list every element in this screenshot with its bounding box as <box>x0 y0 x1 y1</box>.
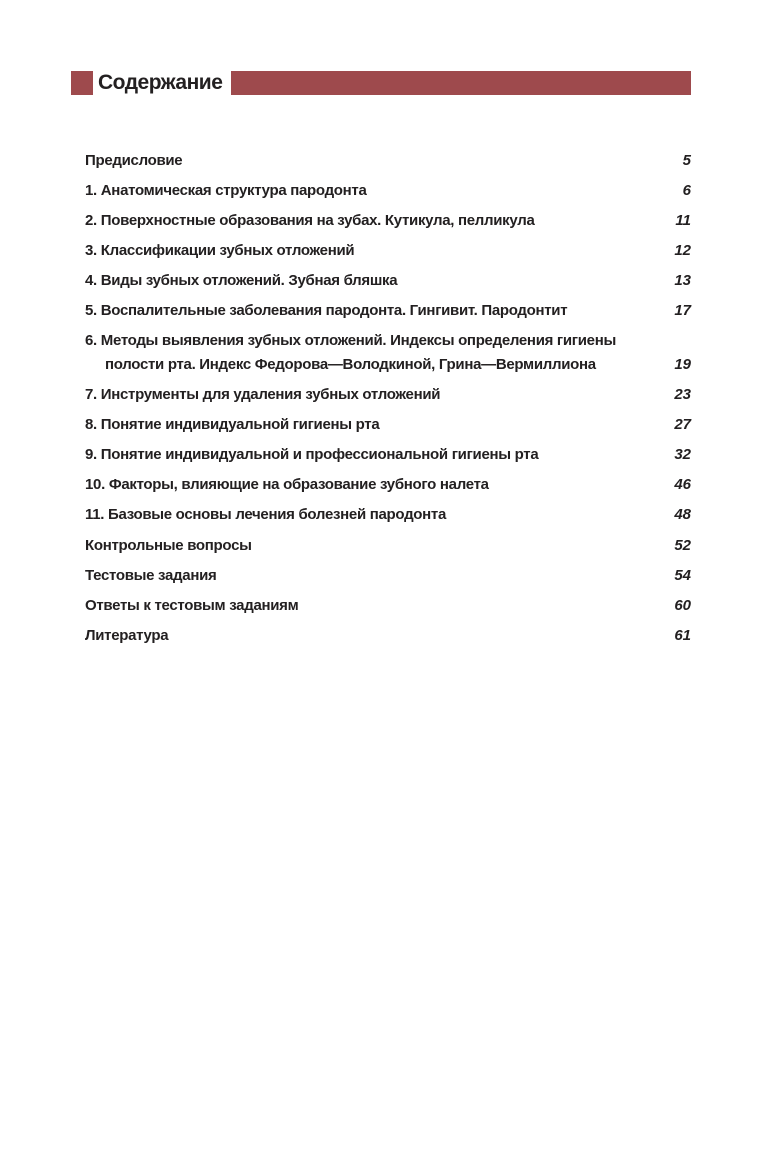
toc-item-label: Ответы к тестовым заданиям <box>85 597 299 614</box>
toc-item-label: Литература <box>85 627 169 644</box>
toc-item-label: 10. Факторы, влияющие на образование зубного налета <box>85 476 489 493</box>
toc-item <box>85 239 691 263</box>
toc-item <box>85 269 691 293</box>
toc-item-page: 52 <box>674 537 691 554</box>
toc-item <box>85 299 691 323</box>
toc-item-page: 19 <box>674 356 691 373</box>
toc-item <box>85 594 691 618</box>
header-accent-bar <box>231 71 691 95</box>
toc-item-page: 61 <box>674 627 691 644</box>
toc-item-label: Предисловие <box>85 152 183 169</box>
toc-item-label: 2. Поверхностные образования на зубах. Кутикула, пелликула <box>85 212 535 229</box>
toc-item <box>85 503 691 527</box>
toc-item-page: 17 <box>674 302 691 319</box>
toc-item <box>85 329 691 377</box>
toc-item-label: 4. Виды зубных отложений. Зубная бляшка <box>85 272 398 289</box>
toc-item <box>85 443 691 467</box>
toc-item <box>85 624 691 648</box>
header-accent-square <box>71 71 93 95</box>
toc-item-page: 6 <box>682 182 691 199</box>
toc-item-label: 8. Понятие индивидуальной гигиены рта <box>85 416 380 433</box>
toc-item <box>85 209 691 233</box>
toc-item-label: Контрольные вопросы <box>85 537 252 554</box>
toc-item-page: 27 <box>674 416 691 433</box>
toc-item-label: 6. Методы выявления зубных отложений. Индексы определения гигиены полости рта. Индекс Федорова—Володкиной, Грина—Вермиллиона <box>85 332 616 373</box>
toc-item-page: 23 <box>674 386 691 403</box>
toc-item-page: 12 <box>674 242 691 259</box>
toc-item-label: Тестовые задания <box>85 567 217 584</box>
toc-item-page: 5 <box>682 152 691 169</box>
toc-item-label: 11. Базовые основы лечения болезней пародонта <box>85 506 447 523</box>
toc-item-label: 7. Инструменты для удаления зубных отложений <box>85 386 441 403</box>
toc-item-label: 3. Классификации зубных отложений <box>85 242 355 259</box>
toc-item-page: 48 <box>674 506 691 523</box>
toc-item <box>85 413 691 437</box>
toc-item <box>85 149 691 173</box>
toc-item-label: 9. Понятие индивидуальной и профессиональной гигиены рта <box>85 446 539 463</box>
document-page <box>0 71 763 1151</box>
toc-item-page: 60 <box>674 597 691 614</box>
toc-item <box>85 564 691 588</box>
toc-item-page: 11 <box>675 212 691 229</box>
toc-item <box>85 473 691 497</box>
toc-item-label: 5. Воспалительные заболевания пародонта. Гингивит. Пародонтит <box>85 302 568 319</box>
toc-item-page: 54 <box>674 567 691 584</box>
toc-item <box>85 534 691 558</box>
page-title: Содержание <box>98 71 223 94</box>
toc-list <box>85 149 691 648</box>
toc-item-page: 13 <box>674 272 691 289</box>
page-header <box>71 71 691 95</box>
toc-item-page: 46 <box>674 476 691 493</box>
toc-item-label: 1. Анатомическая структура пародонта <box>85 182 367 199</box>
toc-item-page: 32 <box>674 446 691 463</box>
toc-item <box>85 383 691 407</box>
toc-item <box>85 179 691 203</box>
